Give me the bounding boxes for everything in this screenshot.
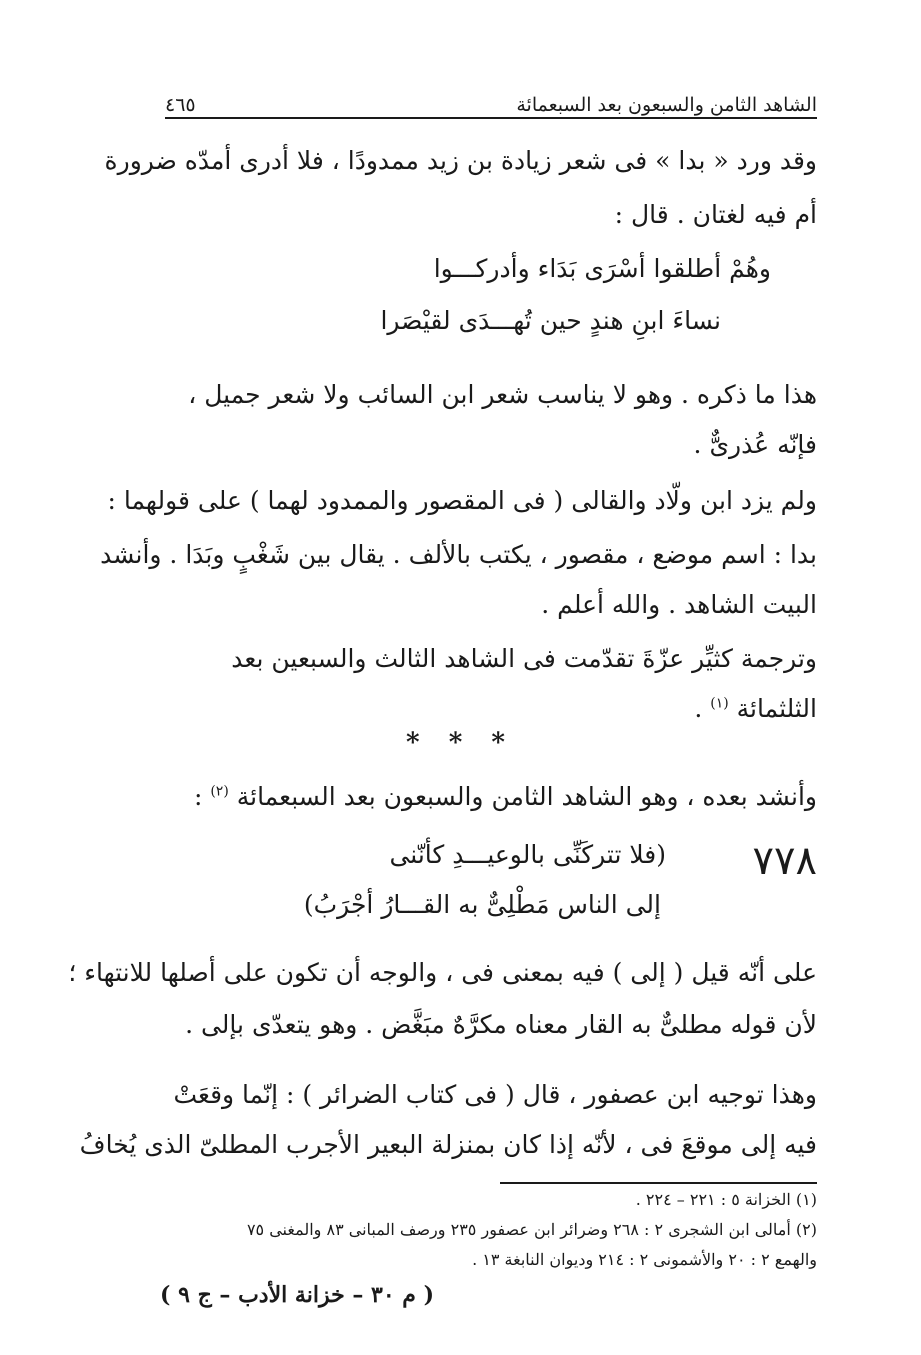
paragraph-4-line-1: وترجمة كثيِّر عزّةَ تقدّمت فى الشاهد الثالث والسبعين بعد <box>231 644 817 673</box>
paragraph-5-text: وأنشد بعده ، وهو الشاهد الثامن والسبعون بعد السبعمائة <box>236 782 817 811</box>
paragraph-6-line-1: على أنّه قيل ( إلى ) فيه بمعنى فى ، والوجه أن تكون على أصلها للانتهاء ؛ <box>68 958 817 987</box>
paragraph-7-line-2: فيه إلى موقعَ فى ، لأنّه إذا كان بمنزلة البعير الأجرب المطلىّ الذى يُخافُ <box>79 1130 817 1159</box>
section-separator: * * * <box>406 728 515 758</box>
footnote-2-line-2: والهمع ٢ : ٢٠ والأشمونى ٢ : ٢١٤ وديوان النابغة ١٣ . <box>472 1250 817 1269</box>
footnote-rule <box>500 1182 817 1184</box>
page-number: ٤٦٥ <box>165 94 196 116</box>
verse-2-hemistich-2: إلى الناس مَطْلِىٌّ به القـــارُ أجْرَبُ) <box>303 890 661 919</box>
paragraph-4-line-2 <box>694 694 817 723</box>
verse-1-hemistich-1: وهُمْ أطلقوا أسْرَى بَدَاء وأدركـــوا <box>433 254 771 283</box>
paragraph-5-line-1 <box>194 782 817 811</box>
footnote-ref-1: (١) <box>710 695 729 712</box>
paragraph-4-text: الثلثمائة <box>736 694 817 723</box>
paragraph-3-line-3: البيت الشاهد . والله أعلم . <box>541 590 817 619</box>
paragraph-1-line-2: أم فيه لغتان . قال : <box>614 200 817 229</box>
footnote-2-line-1: (٢) أمالى ابن الشجرى ٢ : ٢٦٨ وضرائر ابن عصفور ٢٣٥ ورصف المبانى ٨٣ والمغنى ٧٥ <box>246 1220 817 1239</box>
paragraph-3-line-2: بدا : اسم موضع ، مقصور ، يكتب بالألف . يقال بين شَغْبٍ وبَدَا . وأنشد <box>100 540 817 569</box>
paragraph-2-line-1: هذا ما ذكره . وهو لا يناسب شعر ابن السائب ولا شعر جميل ، <box>188 380 817 409</box>
paragraph-4-period: . <box>694 694 703 723</box>
printer-signature: ( م ٣٠ – خزانة الأدب – ج ٩ ) <box>160 1282 434 1308</box>
footnote-ref-2: (٢) <box>210 783 229 800</box>
running-title: الشاهد الثامن والسبعون بعد السبعمائة <box>516 94 817 116</box>
paragraph-6-line-2: لأن قوله مطلىٌّ به القار معناه مكرَّهٌ مبَغَّض . وهو يتعدّى بإلى . <box>185 1010 817 1039</box>
paragraph-7-line-1: وهذا توجيه ابن عصفور ، قال ( فى كتاب الضرائر ) : إنّما وقعَتْ <box>173 1080 817 1109</box>
paragraph-3-line-1: ولم يزد ابن ولّاد والقالى ( فى المقصور والممدود لهما ) على قولهما : <box>107 486 817 515</box>
header-rule <box>165 117 817 119</box>
paragraph-5-colon: : <box>193 782 203 811</box>
verse-number: ٧٧٨ <box>752 838 817 884</box>
page-header <box>165 82 817 116</box>
footnote-1: (١) الخزانة ٥ : ٢٢١ – ٢٢٤ . <box>635 1190 817 1209</box>
verse-1-hemistich-2: نساءَ ابنِ هندٍ حين تُهـــدَى لقيْصَرا <box>380 306 721 335</box>
paragraph-2-line-2: فإنّه عُذرىٌّ . <box>693 430 817 459</box>
paragraph-1-line-1: وقد ورد « بدا » فى شعر زيادة بن زيد ممدودًا ، فلا أدرى أمدّه ضرورة <box>104 146 817 175</box>
verse-2-hemistich-1: (فلا تتركَنِّى بالوعيـــدِ كأنّنى <box>389 840 666 869</box>
